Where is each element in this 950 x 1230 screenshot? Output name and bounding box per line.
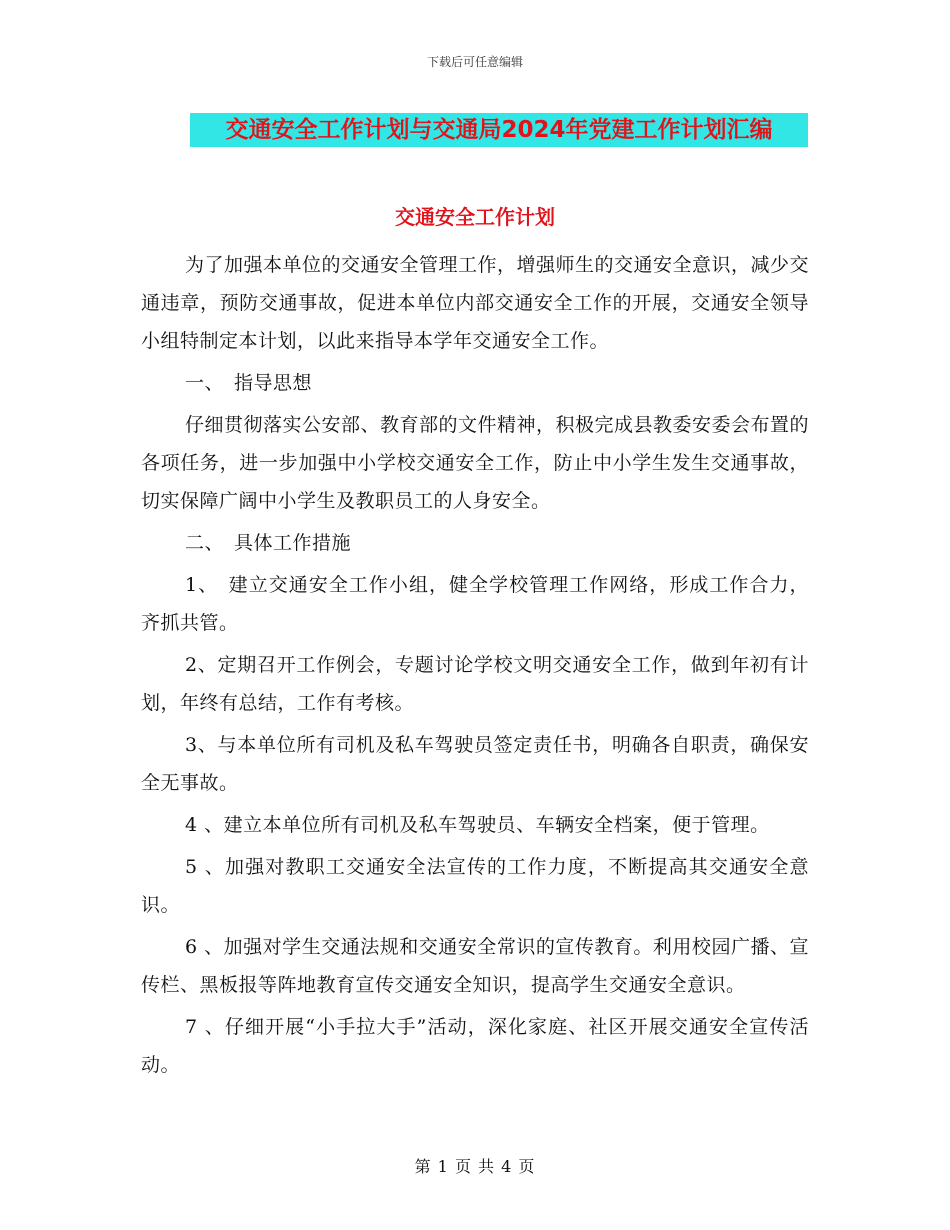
measure-item-7: 7 、仔细开展“小手拉大手”活动，深化家庭、社区开展交通安全宣传活动。 xyxy=(141,1016,809,1076)
page-footer: 第 1 页 共 4 页 xyxy=(414,1157,536,1176)
measure-item-5: 5 、加强对教职工交通安全法宣传的工作力度，不断提高其交通安全意识。 xyxy=(141,856,809,916)
section-title: 交通安全工作计划 xyxy=(395,205,555,229)
measure-item-3: 3、与本单位所有司机及私车驾驶员签定责任书，明确各自职责，确保安全无事故。 xyxy=(141,734,809,794)
header-note: 下载后可任意编辑 xyxy=(426,55,523,69)
heading-measures: 二、 具体工作措施 xyxy=(185,532,352,554)
document-title: 交通安全工作计划与交通局2024年党建工作计划汇编 xyxy=(190,113,808,147)
paragraph-intro: 为了加强本单位的交通安全管理工作，增强师生的交通安全意识，减少交通违章，预防交通事故，促进本单位内部交通安全工作的开展，交通安全领导小组特制定本计划，以此来指导本学年交通安全工作。 xyxy=(141,254,810,352)
measure-item-1: 1、 建立交通安全工作小组，健全学校管理工作网络，形成工作合力，齐抓共管。 xyxy=(141,574,809,634)
measure-item-6: 6 、加强对学生交通法规和交通安全常识的宣传教育。利用校园广播、宣传栏、黑板报等阵地教育宣传交通安全知识，提高学生交通安全意识。 xyxy=(141,936,809,996)
heading-guiding-thought: 一、 指导思想 xyxy=(185,372,313,394)
paragraph-guiding-thought: 仔细贯彻落实公安部、教育部的文件精神，积极完成县教委安委会布置的各项任务，进一步加强中小学校交通安全工作，防止中小学生发生交通事故，切实保障广阔中小学生及教职员工的人身安全。 xyxy=(141,414,810,512)
measure-item-2: 2、定期召开工作例会，专题讨论学校文明交通安全工作，做到年初有计划，年终有总结，工作有考核。 xyxy=(141,654,809,714)
measure-item-4: 4 、建立本单位所有司机及私车驾驶员、车辆安全档案，便于管理。 xyxy=(185,814,770,836)
document-body xyxy=(141,246,809,1088)
